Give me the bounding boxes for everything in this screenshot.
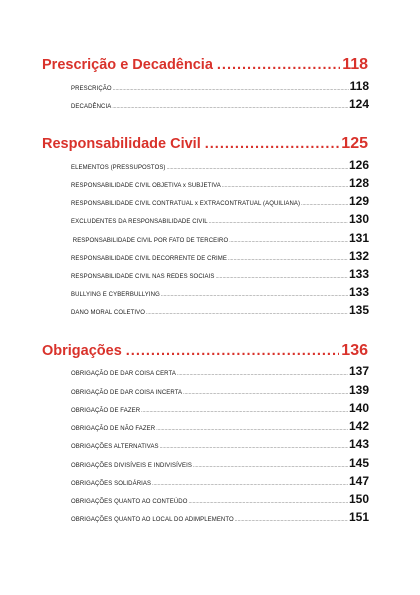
dot-leader bbox=[228, 252, 348, 266]
entry-page-number: 132 bbox=[348, 249, 369, 263]
section-heading-obrigacoes[interactable] bbox=[42, 342, 368, 360]
entry-title: OBRIGAÇÕES DIVISÍVEIS E INDIVISÍVEIS bbox=[71, 463, 192, 469]
entry-title: DECADÊNCIA bbox=[71, 104, 112, 110]
section-page-number: 136 bbox=[341, 342, 368, 359]
entry-title: OBRIGAÇÕES SOLIDÁRIAS bbox=[71, 481, 152, 487]
entry-title: RESPONSABILIDADE CIVIL NAS REDES SOCIAIS bbox=[71, 274, 215, 280]
section-title: Obrigações bbox=[42, 343, 122, 359]
dot-leader bbox=[113, 82, 349, 96]
section-title: Prescrição e Decadência bbox=[42, 57, 213, 73]
entry-title: PRESCRIÇÃO bbox=[71, 86, 112, 92]
entry-page-number: 140 bbox=[348, 401, 369, 415]
dot-leader bbox=[193, 459, 348, 473]
toc-entry[interactable] bbox=[71, 267, 369, 284]
entry-page-number: 147 bbox=[348, 474, 369, 488]
dot-leader bbox=[205, 135, 340, 153]
toc-entry[interactable] bbox=[71, 401, 369, 418]
dot-leader bbox=[188, 495, 347, 509]
entry-page-number: 133 bbox=[348, 267, 369, 281]
dot-leader bbox=[161, 288, 348, 302]
entry-page-number: 126 bbox=[348, 158, 369, 172]
entry-page-number: 151 bbox=[348, 510, 369, 524]
entry-page-number: 130 bbox=[348, 212, 369, 226]
toc-entry[interactable] bbox=[71, 492, 369, 509]
entry-page-number: 143 bbox=[348, 437, 369, 451]
entry-title: BULLYING E CYBERBULLYING bbox=[71, 292, 160, 298]
dot-leader bbox=[152, 477, 348, 491]
dot-leader bbox=[177, 367, 348, 381]
dot-leader bbox=[126, 342, 340, 360]
toc-entry[interactable] bbox=[71, 474, 369, 491]
dot-leader bbox=[167, 161, 348, 175]
entry-title: OBRIGAÇÕES QUANTO AO CONTEÚDO bbox=[71, 499, 188, 505]
entry-page-number: 129 bbox=[348, 194, 369, 208]
dot-leader bbox=[160, 440, 348, 454]
entry-title: OBRIGAÇÃO DE NÃO FAZER bbox=[71, 426, 156, 432]
entry-page-number: 124 bbox=[348, 97, 369, 111]
entry-title: EXCLUDENTES DA RESPONSABILIDADE CIVIL bbox=[71, 219, 208, 225]
entry-title: RESPONSABILIDADE CIVIL OBJETIVA x SUBJETIVA bbox=[71, 183, 221, 189]
entry-page-number: 145 bbox=[348, 456, 369, 470]
entry-title: OBRIGAÇÃO DE DAR COISA INCERTA bbox=[71, 390, 183, 396]
section-page-number: 125 bbox=[341, 135, 368, 152]
toc-entry[interactable] bbox=[71, 510, 369, 527]
entry-page-number: 118 bbox=[349, 79, 369, 93]
section-heading-responsabilidade-civil[interactable] bbox=[42, 135, 368, 153]
toc-entry[interactable] bbox=[71, 364, 369, 381]
toc-entry[interactable] bbox=[71, 383, 369, 400]
entry-page-number: 150 bbox=[348, 492, 369, 506]
section-title: Responsabilidade Civil bbox=[42, 136, 201, 152]
dot-leader bbox=[183, 386, 348, 400]
toc-entry[interactable] bbox=[71, 419, 369, 436]
dot-leader bbox=[301, 197, 348, 211]
entry-title: DANO MORAL COLETIVO bbox=[71, 310, 146, 316]
entry-page-number: 133 bbox=[348, 285, 369, 299]
section-heading-prescricao[interactable] bbox=[42, 56, 368, 74]
toc-entry[interactable] bbox=[71, 158, 369, 175]
toc-entry[interactable] bbox=[71, 231, 369, 248]
dot-leader bbox=[141, 404, 348, 418]
entry-title: OBRIGAÇÃO DE FAZER bbox=[71, 408, 141, 414]
dot-leader bbox=[217, 56, 340, 74]
entry-title: RESPONSABILIDADE CIVIL CONTRATUAL x EXTRACONTRATUAL (AQUILIANA) bbox=[71, 201, 301, 207]
entry-title: OBRIGAÇÕES QUANTO AO LOCAL DO ADIMPLEMENTO bbox=[71, 517, 234, 523]
dot-leader bbox=[222, 179, 348, 193]
entry-title: ELEMENTOS (PRESSUPOSTOS) bbox=[71, 165, 166, 171]
toc-entry[interactable] bbox=[71, 303, 369, 320]
toc-entry[interactable] bbox=[71, 176, 369, 193]
entry-page-number: 139 bbox=[348, 383, 369, 397]
entry-page-number: 128 bbox=[348, 176, 369, 190]
entry-title: OBRIGAÇÕES ALTERNATIVAS bbox=[71, 444, 159, 450]
toc-entry[interactable] bbox=[71, 249, 369, 266]
entry-page-number: 135 bbox=[348, 303, 369, 317]
entry-title: RESPONSABILIDADE CIVIL DECORRENTE DE CRIME bbox=[71, 256, 228, 262]
toc-entry[interactable] bbox=[71, 79, 369, 96]
dot-leader bbox=[112, 100, 348, 114]
dot-leader bbox=[146, 306, 348, 320]
toc-entry[interactable] bbox=[71, 456, 369, 473]
section-page-number: 118 bbox=[342, 56, 368, 73]
toc-entry[interactable] bbox=[71, 97, 369, 114]
toc-entry[interactable] bbox=[71, 194, 369, 211]
dot-leader bbox=[235, 513, 348, 527]
toc-entry[interactable] bbox=[71, 212, 369, 229]
entry-title: OBRIGAÇÃO DE DAR COISA CERTA bbox=[71, 371, 176, 377]
entry-page-number: 142 bbox=[348, 419, 369, 433]
toc-entry[interactable] bbox=[71, 437, 369, 454]
entry-page-number: 137 bbox=[348, 364, 369, 378]
dot-leader bbox=[229, 234, 348, 248]
dot-leader bbox=[209, 215, 348, 229]
entry-page-number: 131 bbox=[348, 231, 369, 245]
dot-leader bbox=[216, 270, 348, 284]
entry-title: RESPONSABILIDADE CIVIL POR FATO DE TERCEIRO bbox=[71, 238, 229, 244]
dot-leader bbox=[156, 422, 348, 436]
toc-entry[interactable] bbox=[71, 285, 369, 302]
